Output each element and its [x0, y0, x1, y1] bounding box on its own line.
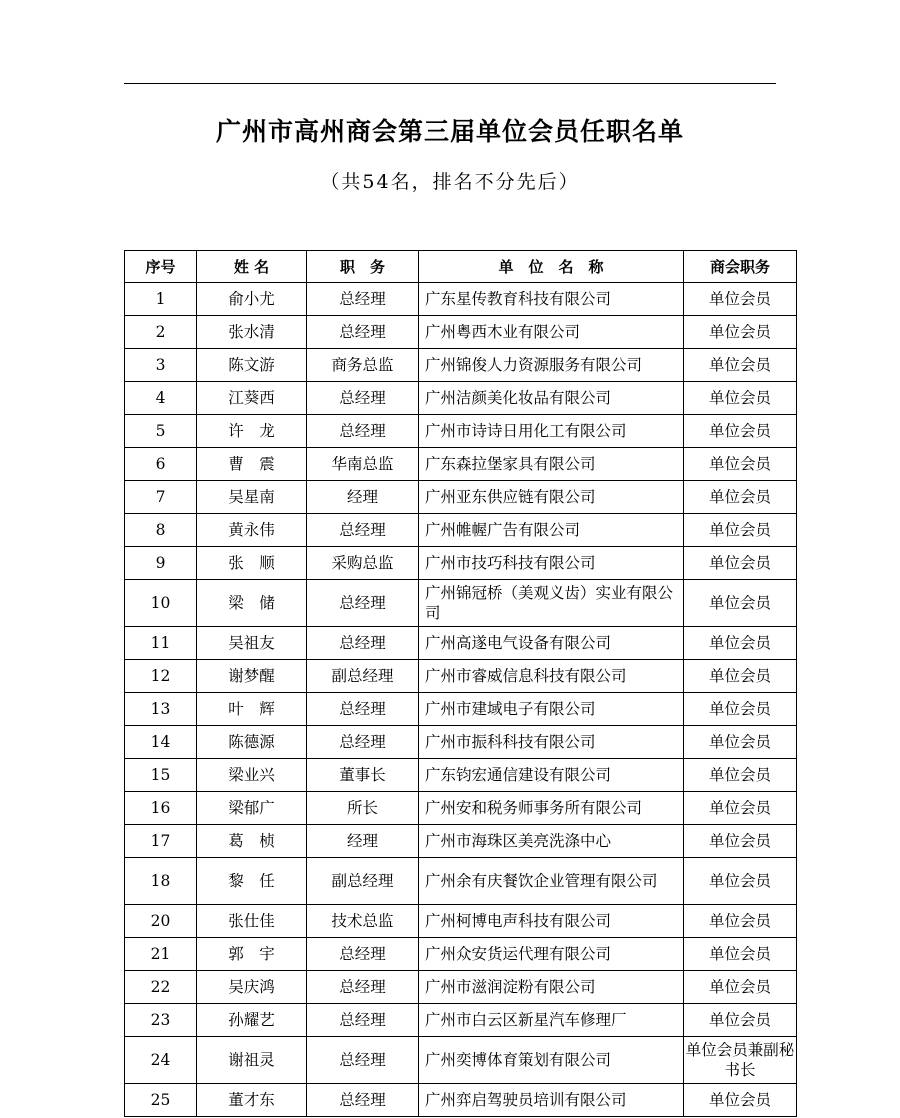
cell-role: 单位会员 [684, 514, 797, 547]
table-row [125, 938, 797, 971]
table-row [125, 547, 797, 580]
table-row [125, 580, 797, 627]
cell-position: 经理 [307, 481, 419, 514]
cell-index: 23 [125, 1004, 197, 1037]
cell-position: 总经理 [307, 316, 419, 349]
cell-name: 吴庆鸿 [197, 971, 307, 1004]
cell-role: 单位会员 [684, 1084, 797, 1117]
table-row [125, 693, 797, 726]
cell-position: 总经理 [307, 726, 419, 759]
cell-name: 俞小尤 [197, 283, 307, 316]
cell-company: 广州市海珠区美亮洗涤中心 [419, 825, 684, 858]
cell-role: 单位会员 [684, 627, 797, 660]
table-row [125, 627, 797, 660]
cell-role: 单位会员兼副秘书长 [684, 1037, 797, 1084]
cell-name: 董才东 [197, 1084, 307, 1117]
cell-index: 18 [125, 858, 197, 905]
cell-name: 吴祖友 [197, 627, 307, 660]
cell-position: 总经理 [307, 1037, 419, 1084]
cell-company: 广州市建域电子有限公司 [419, 693, 684, 726]
header-rule [124, 83, 776, 84]
cell-index: 7 [125, 481, 197, 514]
cell-role: 单位会员 [684, 580, 797, 627]
cell-role: 单位会员 [684, 660, 797, 693]
cell-index: 16 [125, 792, 197, 825]
cell-position: 副总经理 [307, 660, 419, 693]
table-row [125, 1084, 797, 1117]
header-position: 职 务 [307, 251, 419, 283]
cell-position: 采购总监 [307, 547, 419, 580]
cell-index: 25 [125, 1084, 197, 1117]
cell-index: 3 [125, 349, 197, 382]
cell-name: 葛 桢 [197, 825, 307, 858]
cell-role: 单位会员 [684, 858, 797, 905]
table-row [125, 660, 797, 693]
cell-role: 单位会员 [684, 382, 797, 415]
cell-name: 梁业兴 [197, 759, 307, 792]
cell-role: 单位会员 [684, 1004, 797, 1037]
table-row [125, 1004, 797, 1037]
cell-index: 22 [125, 971, 197, 1004]
table-row [125, 905, 797, 938]
cell-role: 单位会员 [684, 825, 797, 858]
cell-name: 梁 储 [197, 580, 307, 627]
table-row [125, 349, 797, 382]
cell-position: 总经理 [307, 514, 419, 547]
cell-role: 单位会员 [684, 448, 797, 481]
cell-name: 孙耀艺 [197, 1004, 307, 1037]
cell-role: 单位会员 [684, 693, 797, 726]
cell-company: 广州市睿威信息科技有限公司 [419, 660, 684, 693]
cell-company: 广州余有庆餐饮企业管理有限公司 [419, 858, 684, 905]
header-company: 单 位 名 称 [419, 251, 684, 283]
cell-company: 广州锦冠桥（美观义齿）实业有限公司 [419, 580, 684, 627]
cell-role: 单位会员 [684, 905, 797, 938]
cell-company: 广州弈启驾驶员培训有限公司 [419, 1084, 684, 1117]
table-row [125, 283, 797, 316]
cell-company: 广州粤西木业有限公司 [419, 316, 684, 349]
cell-position: 总经理 [307, 283, 419, 316]
cell-position: 总经理 [307, 382, 419, 415]
cell-role: 单位会员 [684, 349, 797, 382]
cell-company: 广州锦俊人力资源服务有限公司 [419, 349, 684, 382]
table-row [125, 759, 797, 792]
table-row [125, 415, 797, 448]
cell-company: 广州安和税务师事务所有限公司 [419, 792, 684, 825]
cell-company: 广东森拉堡家具有限公司 [419, 448, 684, 481]
table-row [125, 514, 797, 547]
cell-index: 8 [125, 514, 197, 547]
cell-name: 黄永伟 [197, 514, 307, 547]
cell-company: 广州亚东供应链有限公司 [419, 481, 684, 514]
header-role: 商会职务 [684, 251, 797, 283]
cell-index: 17 [125, 825, 197, 858]
cell-name: 江葵西 [197, 382, 307, 415]
table-row [125, 726, 797, 759]
cell-position: 总经理 [307, 1084, 419, 1117]
cell-role: 单位会员 [684, 971, 797, 1004]
cell-name: 谢祖灵 [197, 1037, 307, 1084]
cell-position: 董事长 [307, 759, 419, 792]
cell-index: 13 [125, 693, 197, 726]
cell-role: 单位会员 [684, 316, 797, 349]
cell-company: 广州奕博体育策划有限公司 [419, 1037, 684, 1084]
cell-name: 张水清 [197, 316, 307, 349]
table-row [125, 825, 797, 858]
cell-index: 2 [125, 316, 197, 349]
cell-index: 11 [125, 627, 197, 660]
cell-name: 叶 辉 [197, 693, 307, 726]
cell-role: 单位会员 [684, 547, 797, 580]
cell-position: 总经理 [307, 580, 419, 627]
document-subtitle: （共54名，排名不分先后） [320, 171, 580, 193]
cell-name: 黎 任 [197, 858, 307, 905]
member-roster-table [124, 250, 797, 1117]
cell-company: 广州高遂电气设备有限公司 [419, 627, 684, 660]
document-title: 广州市高州商会第三届单位会员任职名单 [215, 117, 684, 146]
cell-index: 12 [125, 660, 197, 693]
cell-position: 总经理 [307, 1004, 419, 1037]
cell-name: 许 龙 [197, 415, 307, 448]
cell-index: 21 [125, 938, 197, 971]
header-index: 序号 [125, 251, 197, 283]
cell-name: 谢梦醒 [197, 660, 307, 693]
cell-index: 5 [125, 415, 197, 448]
cell-name: 梁郁广 [197, 792, 307, 825]
cell-name: 张仕佳 [197, 905, 307, 938]
cell-company: 广州帷幄广告有限公司 [419, 514, 684, 547]
cell-company: 广州众安货运代理有限公司 [419, 938, 684, 971]
cell-name: 曹 震 [197, 448, 307, 481]
cell-position: 总经理 [307, 938, 419, 971]
cell-company: 广州市白云区新星汽车修理厂 [419, 1004, 684, 1037]
cell-index: 6 [125, 448, 197, 481]
table-row [125, 1037, 797, 1084]
cell-index: 14 [125, 726, 197, 759]
cell-role: 单位会员 [684, 938, 797, 971]
table-row [125, 792, 797, 825]
table-row [125, 448, 797, 481]
cell-name: 郭 宇 [197, 938, 307, 971]
cell-position: 总经理 [307, 693, 419, 726]
table-row [125, 971, 797, 1004]
table-row [125, 382, 797, 415]
cell-index: 4 [125, 382, 197, 415]
cell-role: 单位会员 [684, 283, 797, 316]
cell-role: 单位会员 [684, 726, 797, 759]
cell-position: 所长 [307, 792, 419, 825]
cell-position: 商务总监 [307, 349, 419, 382]
cell-position: 总经理 [307, 415, 419, 448]
cell-name: 陈文游 [197, 349, 307, 382]
table-row [125, 481, 797, 514]
cell-index: 10 [125, 580, 197, 627]
cell-index: 20 [125, 905, 197, 938]
cell-company: 广东星传教育科技有限公司 [419, 283, 684, 316]
cell-company: 广东钧宏通信建设有限公司 [419, 759, 684, 792]
header-name: 姓 名 [197, 251, 307, 283]
table-header-row [125, 251, 797, 283]
cell-index: 9 [125, 547, 197, 580]
cell-company: 广州市滋润淀粉有限公司 [419, 971, 684, 1004]
cell-company: 广州市技巧科技有限公司 [419, 547, 684, 580]
table-row [125, 316, 797, 349]
table-row [125, 858, 797, 905]
cell-role: 单位会员 [684, 481, 797, 514]
cell-role: 单位会员 [684, 415, 797, 448]
cell-position: 总经理 [307, 971, 419, 1004]
cell-position: 副总经理 [307, 858, 419, 905]
cell-name: 张 顺 [197, 547, 307, 580]
cell-role: 单位会员 [684, 759, 797, 792]
cell-index: 15 [125, 759, 197, 792]
cell-position: 经理 [307, 825, 419, 858]
cell-company: 广州市振科科技有限公司 [419, 726, 684, 759]
cell-company: 广州柯博电声科技有限公司 [419, 905, 684, 938]
cell-index: 1 [125, 283, 197, 316]
roster-body [125, 283, 797, 1117]
cell-role: 单位会员 [684, 792, 797, 825]
cell-position: 总经理 [307, 627, 419, 660]
cell-company: 广州市诗诗日用化工有限公司 [419, 415, 684, 448]
cell-name: 吴星南 [197, 481, 307, 514]
cell-position: 技术总监 [307, 905, 419, 938]
cell-name: 陈德源 [197, 726, 307, 759]
cell-index: 24 [125, 1037, 197, 1084]
cell-position: 华南总监 [307, 448, 419, 481]
cell-company: 广州洁颜美化妆品有限公司 [419, 382, 684, 415]
